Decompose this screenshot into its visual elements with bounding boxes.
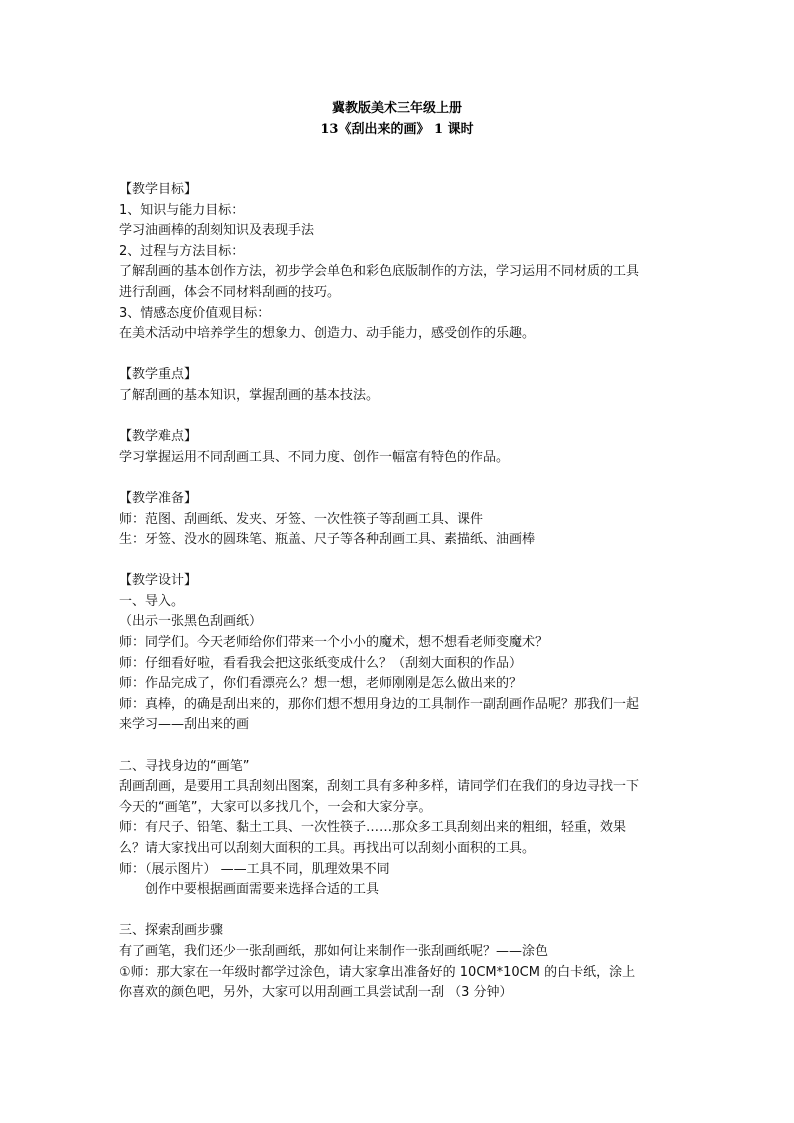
design-line: ①师：那大家在一年级时都学过涂色，请大家拿出准备好的 10CM*10CM 的白卡纸，涂上 [119,964,636,980]
design-line: 师：真棒，的确是刮出来的，那你们想不想用身边的工具制作一副刮画作品呢？那我们一起 [119,696,640,712]
goal-line: 了解刮画的基本创作方法，初步学会单色和彩色底版制作的方法，学习运用不同材质的工具 [119,264,640,280]
spacer [119,736,679,757]
preparation-line-student: 生：牙签、没水的圆珠笔、瓶盖、尺子等各种刮画工具、素描纸、油画棒 [119,532,536,548]
title-block [0,98,794,140]
goal-line: 1、知识与能力目标： [119,202,245,218]
design-line: 师：仔细看好啦，看看我会把这张纸变成什么？（刮刻大面积的作品） [119,655,523,671]
spacer [119,901,679,922]
spacer [119,468,679,489]
design-line: 么？请大家找出可以刮刻大面积的工具。再找出可以刮刻小面积的工具。 [119,841,536,856]
section-heading-preparation: 【教学准备】 [119,490,198,506]
design-line: 师：作品完成了，你们看漂亮么？想一想，老师刚刚是怎么做出来的？ [119,676,523,692]
design-part-title: 三、探索刮画步骤 [119,923,224,939]
section-heading-difficulties: 【教学难点】 [119,429,198,445]
goal-line: 学习油画棒的刮刻知识及表现手法 [119,223,315,239]
difficulty-line: 学习掌握运用不同刮画工具、不同力度、创作一幅富有特色的作品。 [119,449,510,465]
goal-line: 在美术活动中培养学生的想象力、创造力、动手能力，感受创作的乐趣。 [119,326,536,342]
document-body [119,180,679,1004]
section-heading-design: 【教学设计】 [119,573,198,589]
design-line: 师：有尺子、铅笔、黏土工具、一次性筷子……那众多工具刮刻出来的粗细，轻重，效果 [119,820,627,836]
spacer [119,551,679,572]
design-line: 今天的“画笔”，大家可以多找几个，一会和大家分享。 [119,799,432,815]
design-line: 有了画笔，我们还少一张刮画纸，那如何让来制作一张刮画纸呢？——涂色 [119,943,549,959]
section-heading-key-points: 【教学重点】 [119,367,198,383]
spacer [119,345,679,366]
document-title: 冀教版美术三年级上册 [331,101,462,116]
key-point-line: 了解刮画的基本知识，掌握刮画的基本技法。 [119,387,380,403]
goal-line: 2、过程与方法目标： [119,243,245,259]
design-line-indented: 创作中要根据画面需要来选择合适的工具 [145,882,380,898]
preparation-line-teacher: 师：范图、刮画纸、发夹、牙签、一次性筷子等刮画工具、课件 [119,511,484,527]
design-line: 你喜欢的颜色吧，另外，大家可以用刮画工具尝试刮一刮 （3 分钟） [119,985,513,1001]
goal-line: 进行刮画，体会不同材料刮画的技巧。 [119,284,341,300]
design-part-title: 一、导入。 [119,593,185,609]
design-line: （出示一张黑色刮画纸） [119,614,263,630]
goal-line: 3、情感态度价值观目标： [119,305,271,321]
lesson-subtitle: 13《刮出来的画》 1 课时 [320,122,474,137]
design-line: 刮画刮画，是要用工具刮刻出图案，刮刻工具有多种多样，请同学们在我们的身边寻找一下 [119,779,640,795]
design-line: 师：同学们。今天老师给你们带来一个小小的魔术，想不想看老师变魔术？ [119,635,549,651]
spacer [119,407,679,428]
section-heading-goals: 【教学目标】 [119,182,198,197]
design-part-title: 二、寻找身边的“画笔” [119,758,250,774]
design-line: 来学习——刮出来的画 [119,717,250,733]
design-line: 师：（展示图片） ——工具不同，肌理效果不同 [119,861,390,877]
